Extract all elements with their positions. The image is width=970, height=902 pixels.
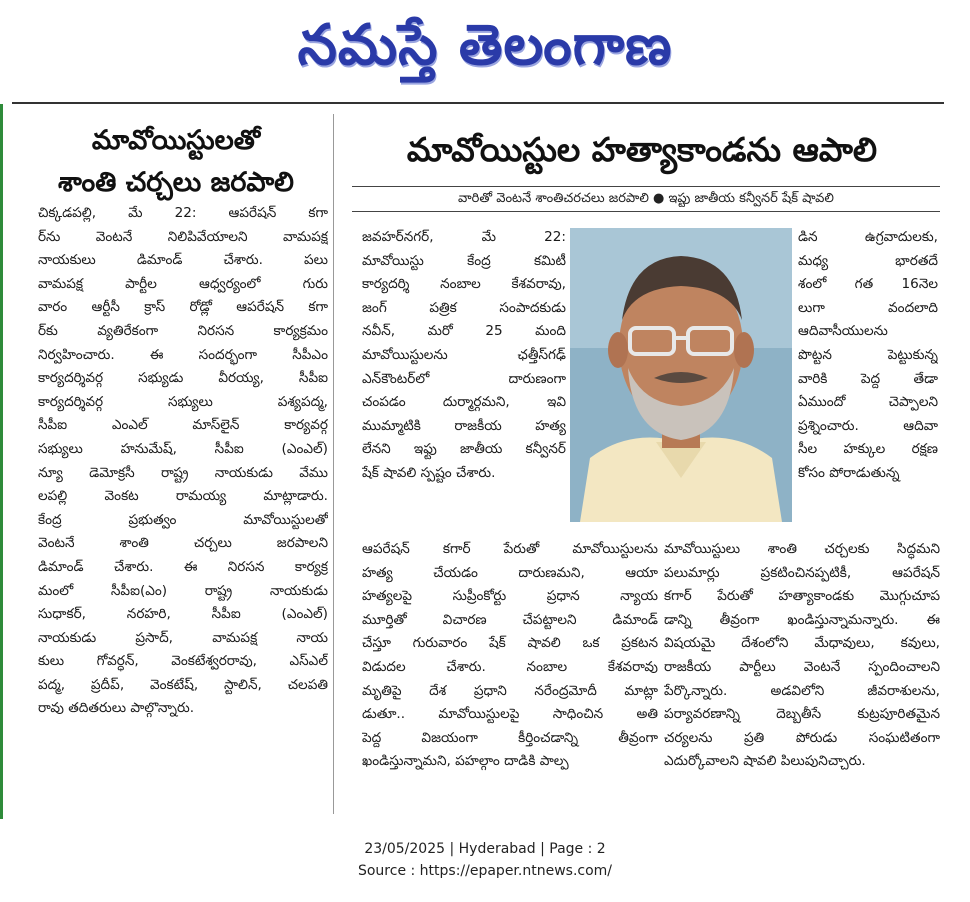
text-line: పెద్ద విజయంగా కీర్తించడాన్ని తీవ్రంగా xyxy=(362,729,658,746)
text-line: విడుదల చేశారు. నంబాల కేశవరావు xyxy=(362,658,658,675)
text-line: చర్యలను ప్రతి పోరుడు సంఘటితంగా xyxy=(664,729,940,746)
text-line: కార్యదర్శివర్గ సభ్యుడు వీరయ్య, సీపీఐ xyxy=(38,370,328,387)
text-line: చిక్కడపల్లి, మే 22: ఆపరేషన్ కగా xyxy=(38,205,328,221)
text-line: ర్‌కు వ్యతిరేకంగా నిరసన కార్యక్రమం xyxy=(38,322,328,339)
text-line: పేర్కొన్నారు. అడవిలోని జీవరాశులను, xyxy=(664,682,940,699)
text-line: వారికి పెద్ద తేడా xyxy=(798,370,938,387)
text-line: సుధాకర్, నరహరి, సీపీఐ (ఎంఎల్) xyxy=(38,606,328,623)
text-line: పర్యావరణాన్ని దెబ్బతీసే కుట్రపూరితమైన xyxy=(664,706,940,723)
left-headline-line: శాంతి చర్చలు జరపాలి xyxy=(58,167,294,198)
text-line: విషయమై దేశంలోని మేధావులు, కవులు, xyxy=(664,635,940,652)
column-divider xyxy=(333,114,334,814)
text-line: కార్యదర్శి నంబాల కేశవరావు, xyxy=(362,276,566,293)
text-line: ఏముందో చెప్పాలని xyxy=(798,394,938,411)
text-line: మావోయిస్టు కేంద్ర కమిటీ xyxy=(362,252,566,269)
main-story-headline: మావోయిస్టుల హత్యాకాండను ఆపాలి xyxy=(406,130,878,169)
text-line: ర్‌ను వెంటనే నిలిపివేయాలని వామపక్ష xyxy=(38,228,328,245)
text-line: వామపక్ష పార్టీల ఆధ్వర్యంలో గురు xyxy=(38,275,328,292)
text-line: కేంద్ర ప్రభుత్వం మావోయిస్టులతో xyxy=(38,511,328,528)
portrait-illustration xyxy=(570,228,792,522)
footer-date-line: 23/05/2025 | Hyderabad | Page : 2 xyxy=(364,841,606,857)
main-story-subheadline: వారితో వెంటనే శాంతిచరచలు జరపాలి ● ఇప్టు జాతీయ కన్వీనర్ షేక్ షావలి xyxy=(352,186,940,212)
text-line: లేనని ఇఫ్టు జాతీయ కన్వీనర్ xyxy=(362,441,566,458)
text-line: చంపడం దుర్మార్గమని, ఇవి xyxy=(362,394,566,411)
text-line: మావోయిస్టులను ఛత్తీస్‌గఢ్ xyxy=(362,346,566,363)
text-line: కోసం పోరాడుతున్న xyxy=(798,464,900,481)
text-line: మధ్య భారతదే xyxy=(798,252,938,269)
text-line: మావోయిస్టులు శాంతి చర్చలకు సిద్ధమని xyxy=(664,541,940,557)
text-line: డిమాండ్ చేశారు. ఈ నిరసన కార్యక్ర xyxy=(38,558,328,575)
text-line: లపల్లి వెంకట రామయ్య మాట్లాడారు. xyxy=(38,488,328,505)
text-line: సీపీఐ ఎంఎల్ మాస్‌లైన్ కార్యవర్గ xyxy=(38,417,328,434)
text-line: నవీన్, మరో 25 మంది xyxy=(362,323,566,340)
left-accent-bar xyxy=(0,104,3,819)
text-line: ముమ్మాటికి రాజకీయ హత్య xyxy=(362,417,566,434)
text-line: కార్యదర్శివర్గ సభ్యులు పశ్యపద్మ, xyxy=(38,393,328,410)
text-line: హత్య చేయడం దారుణమని, ఆయా xyxy=(362,564,658,581)
text-line: కులు గోవర్ధన్, వెంకటేశ్వరరావు, ఎస్ఎల్ xyxy=(38,653,328,670)
text-line: వారం ఆర్టీసీ క్రాస్ రోడ్లో ఆపరేషన్ కగా xyxy=(38,299,328,316)
text-line: పద్మ, ప్రదీప్, వెంకటేష్, స్టాలిన్, చలపతి xyxy=(38,676,328,693)
text-line: జంగ్ పత్రిక సంపాదకుడు xyxy=(362,299,566,316)
text-line: పలుమార్లు ప్రకటించినప్పటికీ, ఆపరేషన్ xyxy=(664,564,940,581)
text-line: ఎన్‌కౌంటర్‌లో దారుణంగా xyxy=(362,370,566,387)
text-line: నాయకుడు ప్రసాద్, వామపక్ష నాయ xyxy=(38,629,328,646)
text-line: మూర్తితో విచారణ చేపట్టాలని డిమాండ్ xyxy=(362,611,658,628)
left-story-headline xyxy=(28,120,324,204)
text-line: డిన ఉగ్రవాదులకు, xyxy=(798,229,938,245)
portrait-photo xyxy=(570,228,792,522)
text-line: శంలో గత 16నెల xyxy=(798,276,938,293)
top-rule xyxy=(12,102,944,104)
main-story-column-1 xyxy=(362,226,566,486)
text-line: ఎదుర్కోవాలని షావలి పిలుపునిచ్చారు. xyxy=(664,753,866,770)
text-line: రావు తదితరులు పాల్గొన్నారు. xyxy=(38,700,195,717)
main-story-column-3 xyxy=(362,538,658,774)
text-line: సీల హక్కుల రక్షణ xyxy=(798,441,938,458)
masthead-title: నమస్తే తెలంగాణ xyxy=(297,13,673,78)
text-line: న్యూ డెమోక్రసీ రాష్ట్ర నాయకుడు వేము xyxy=(38,464,328,481)
left-headline-line: మావోయిస్టులతో xyxy=(91,125,261,156)
main-story-column-4 xyxy=(664,538,940,774)
text-line: ఖండిస్తున్నామని, పహల్గాం దాడికి పాల్ప xyxy=(362,753,569,770)
text-line: ఆపరేషన్ కగార్ పేరుతో మావోయిస్టులను xyxy=(362,541,658,557)
left-story-body xyxy=(38,202,328,721)
text-line: ప్రశ్నించారు. ఆదివా xyxy=(798,417,938,434)
text-line: నాయకులు డిమాండ్ చేశారు. పలు xyxy=(38,252,328,269)
text-line: సభ్యులు హనుమేష్, సీపీఐ (ఎంఎల్) xyxy=(38,440,328,457)
text-line: షేక్ షావలి స్పష్టం చేశారు. xyxy=(362,464,496,481)
text-line: కగార్ పేరుతో హత్యాకాండకు మొగ్గుచూప xyxy=(664,588,940,605)
text-line: నిర్వహించారు. ఈ సందర్భంగా సీపీఎం xyxy=(38,346,328,363)
text-line: లుగా వందలాది xyxy=(798,299,938,316)
text-line: డుతూ.. మావోయిస్టులపై సాధించిన అతి xyxy=(362,706,658,723)
main-story-column-2 xyxy=(798,226,938,486)
text-line: వెంటనే శాంతి చర్చలు జరపాలని xyxy=(38,535,328,552)
text-line: చేస్తూ గురువారం షేక్ షావలి ఒక ప్రకటన xyxy=(362,635,658,652)
text-line: జవహర్‌నగర్, మే 22: xyxy=(362,229,566,245)
text-line: ఆదివాసీయులను xyxy=(798,323,888,340)
text-line: హత్యలపై సుప్రీంకోర్టు ప్రధాన న్యాయ xyxy=(362,588,658,605)
page-footer xyxy=(0,838,970,882)
text-line: రాజకీయ పార్టీలు వెంటనే స్పందించాలని xyxy=(664,658,940,675)
text-line: మృతిపై దేశ ప్రధాని నరేంద్రమోదీ మాట్లా xyxy=(362,682,658,699)
text-line: మంలో సీపీఐ(ఎం) రాష్ట్ర నాయకుడు xyxy=(38,582,328,599)
text-line: డాన్ని తీవ్రంగా ఖండిస్తున్నామన్నారు. ఈ xyxy=(664,611,940,628)
text-line: పొట్టన పెట్టుకున్న xyxy=(798,346,938,363)
footer-source-line: Source : https://epaper.ntnews.com/ xyxy=(357,863,613,879)
